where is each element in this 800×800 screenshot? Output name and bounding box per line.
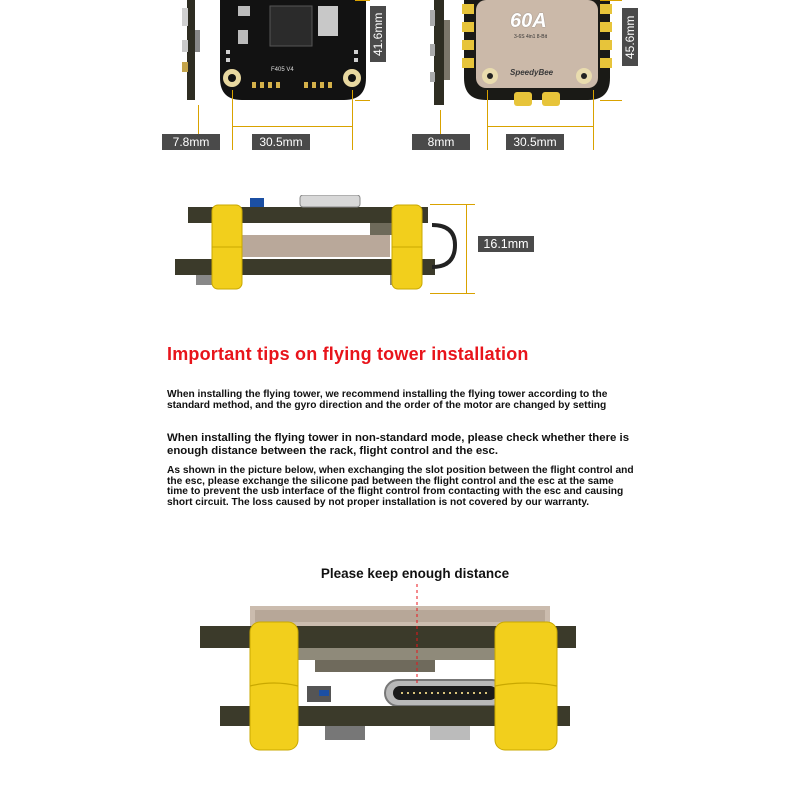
tips-paragraph-2: When installing the flying tower in non-standard mode, please check whether there is enough distance between the rack, flight control and the esc. (167, 432, 630, 457)
tips-title: Important tips on flying tower installation (167, 344, 529, 364)
guide-line (430, 293, 475, 294)
esc-height-label: 45.6mm (622, 8, 638, 66)
guide-line (600, 100, 622, 101)
fc-board-image (218, 0, 368, 105)
guide-line (466, 204, 467, 294)
esc-side-profile (425, 0, 455, 110)
fc-board-label: F405 V4 (271, 67, 294, 73)
guide-line (430, 204, 475, 205)
fc-side-profile (175, 0, 205, 105)
guide-line (600, 0, 622, 1)
distance-caption: Please keep enough distance (320, 566, 510, 581)
guide-line (355, 0, 370, 1)
esc-spec-text: 3-6S 4in1 8-Bit (514, 34, 548, 40)
guide-line (487, 90, 488, 150)
esc-thickness-label: 8mm (412, 134, 470, 150)
fc-thickness-label: 7.8mm (162, 134, 220, 150)
tips-paragraph-1: When installing the flying tower, we recommend installing the flying tower according to the standard method, and the gyro direction and the order of the motor are changed by setting (167, 389, 608, 411)
esc-mount-label: 30.5mm (506, 134, 564, 150)
guide-line (352, 90, 353, 150)
guide-line (487, 126, 594, 127)
fc-mount-label: 30.5mm (252, 134, 310, 150)
fc-height-label: 41.6mm (370, 6, 386, 62)
stack-image (170, 195, 470, 300)
guide-line (232, 126, 353, 127)
esc-rating-text: 60A (510, 10, 547, 32)
guide-line (355, 100, 370, 101)
guide-line (232, 90, 233, 150)
tips-paragraph-3: As shown in the picture below, when exchanging the slot position between the flight control and the esc, please exchange the silicone pad between the flight control and the esc at the same time to prevent the usb interface of the flight control from contacting with the esc and causing short circuit. The loss caused by not proper installation is not covered by our warranty. (167, 465, 634, 508)
guide-line (593, 90, 594, 150)
stack-detail-image (195, 582, 585, 757)
stack-height-label: 16.1mm (478, 236, 534, 252)
esc-brand-logo: SpeedyBee (510, 68, 554, 77)
